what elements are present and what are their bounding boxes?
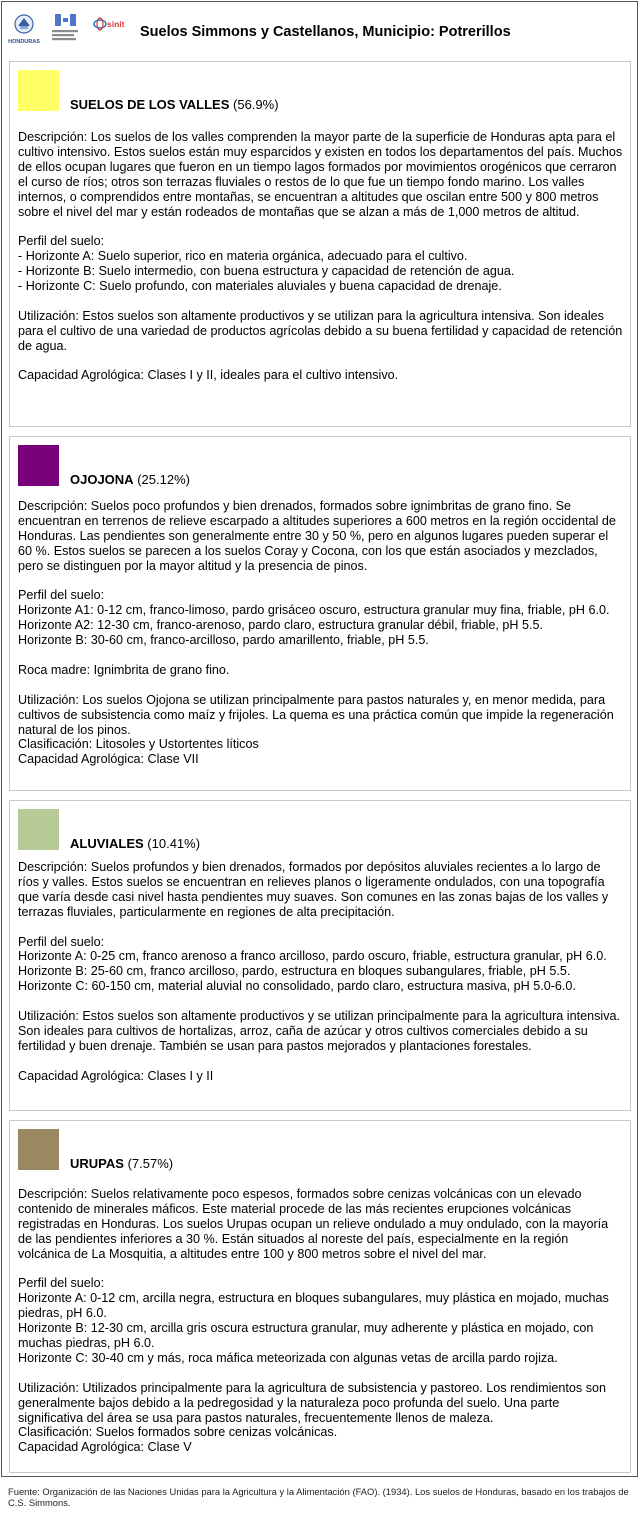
honduras-logo — [8, 12, 40, 46]
soil-percent: (56.9%) — [233, 97, 279, 112]
soil-paragraph-capacity: Capacidad Agrológica: Clases I y II — [18, 1068, 214, 1083]
soil-title — [70, 472, 190, 487]
soil-percent: (7.57%) — [127, 1156, 174, 1171]
soil-paragraph-profile: Perfil del suelo: Horizonte A: 0-12 cm, arcilla negra, estructura en bloques subangulares, muy plástica en mojado, muchas piedras, pH 6.0. Horizonte B: 12-30 cm, arcilla gris oscura estructura granular, muy adherente y plástica en mojado, con muchas piedras, pH 6.0. Horizonte C: 30-40 cm y más, roca máfica meteorizada con algunas vetas de arcilla pardo rojiza. — [18, 1276, 609, 1365]
soil-card-valles — [9, 61, 631, 427]
soil-title — [70, 836, 200, 851]
soil-paragraph-parent-rock: Roca madre: Ignimbrita de grano fino. — [18, 662, 230, 677]
soil-title — [70, 97, 279, 112]
soil-paragraph-profile: Perfil del suelo: - Horizonte A: Suelo superior, rico en materia orgánica, adecuado para el cultivo. - Horizonte B: Suelo intermedio, con buena estructura y capacidad de retención de agua. - Horizonte C: Suelo profundo, con materiales aluviales y buena capacidad de drenaje. — [18, 234, 515, 294]
svg-text:HONDURAS: HONDURAS — [8, 39, 40, 45]
soil-paragraph-use: Utilización: Estos suelos son altamente productivos y se utilizan principalmente para la agricultura intensiva. Son ideales para cultivos de hortalizas, arroz, caña de azúcar y otros cultivos comerciales debido a su fertilidad y buen drenaje. También se usan para pastos mejorados y plantaciones forestales. — [18, 1009, 621, 1053]
soil-card-aluviales — [9, 800, 631, 1111]
soil-paragraph-use: Utilización: Los suelos Ojojona se utilizan principalmente para pastos naturales y, en menor medida, para cultivos de subsistencia como maíz y frijoles. La quema es una práctica común que impide la regeneración natural de los pinos. Clasificación: Litosoles y Ustortentes líticos Capacidad Agrológica: Clase VII — [18, 692, 614, 767]
soil-name: ALUVIALES — [70, 836, 144, 851]
soil-paragraph-description: Descripción: Suelos poco profundos y bien drenados, formados sobre ignimbritas de grano fino. Se encuentran en terrenos de relieve escarpado a altitudes superiores a 600 metros en la región occidental de Honduras. Las pendientes son generalmente entre 30 y 50 %, pero en algunos lugares pueden superar el 60 %. Estos suelos se parecen a los suelos Coray y Cocona, con los que están asociados y mezclados, pero se distinguen por la mayor altitud y la presencia de pinos. — [18, 499, 616, 573]
sinit-logo — [92, 12, 128, 46]
soil-color-swatch — [18, 809, 59, 850]
soil-paragraph-use: Utilización: Estos suelos son altamente productivos y se utilizan para la agricultura intensiva. Son ideales para el cultivo de una variedad de productos agrícolas debido a su buena fertilidad y capacidad de retención de agua. — [18, 308, 623, 353]
soil-name: SUELOS DE LOS VALLES — [70, 97, 230, 112]
soil-paragraph-description: Descripción: Suelos relativamente poco espesos, formados sobre cenizas volcánicas con un elevado contenido de minerales máficos. Este material procede de las más recientes erupciones volcánicas registradas en Honduras. Los suelos Urupas ocupan un relieve ondulado a muy ondulado, con la mayoría de las pendientes inferiores a 30 %. Están situados al noreste del país, especialmente en la región volcánica de La Mosquitia, a altitudes entre 100 y 800 metros sobre el nivel del mar. — [18, 1187, 609, 1261]
soil-paragraph-use: Utilización: Utilizados principalmente para la agricultura de subsistencia y pastoreo. Los rendimientos son generalmente bajos debido a la pedregosidad y la naturaleza poco profunda del suelo. Una parte significativa del área se usa para pastos naturales, frecuentemente llenos de maleza. Clasificación: Suelos formados sobre cenizas volcánicas. Capacidad Agrológica: Clase V — [18, 1380, 607, 1455]
soil-paragraph-description: Descripción: Suelos profundos y bien drenados, formados por depósitos aluviales recientes a lo largo de ríos y valles. Estos suelos se encuentran en relieves planos o ligeramente ondulados, con una topografía que varía desde casi nivel hasta pendientes muy suaves. Son comunes en las zonas bajas de los valles y terrazas fluviales, particularmente en regiones de alta precipitación. — [18, 860, 609, 919]
soil-paragraph-capacity: Capacidad Agrológica: Clases I y II, ideales para el cultivo intensivo. — [18, 368, 399, 383]
soil-title — [70, 1156, 173, 1171]
soil-percent: (10.41%) — [147, 836, 201, 851]
svg-text:sinit: sinit — [107, 19, 125, 29]
soil-color-swatch — [18, 1129, 59, 1170]
soil-description — [18, 499, 624, 767]
soil-name: OJOJONA — [70, 472, 134, 487]
soil-description — [18, 860, 624, 1084]
soil-name: URUPAS — [70, 1156, 124, 1171]
soil-card-urupas — [9, 1120, 631, 1473]
soil-paragraph-description: Descripción: Los suelos de los valles comprenden la mayor parte de la superficie de Honduras apta para el cultivo intensivo. Estos suelos están muy esparcidos y existen en todos los departamentos del país. Muchos de ellos ocupan lugares que fueron en un tiempo lagos formados por movimientos orogénicos que cerraron el curso de ríos; otros son terrazas fluviales o restos de lo que fue un tiempo fondo marino. Los valles internos, o comprendidos entre montañas, se encuentran a altitudes que oscilan entre 500 y 800 metros sobre el nivel del mar y están rodeados de montañas que se alzan a más de 1,000 metros de altitud. — [18, 130, 623, 219]
soil-card-ojojona — [9, 436, 631, 791]
soil-description — [18, 1187, 624, 1455]
sph-logo — [48, 12, 82, 46]
soil-percent: (25.12%) — [137, 472, 190, 487]
soil-paragraph-profile: Perfil del suelo: Horizonte A1: 0-12 cm, franco-limoso, pardo grisáceo oscuro, estructura granular muy fina, friable, pH 6.0. Horizonte A2: 12-30 cm, franco-arenoso, pardo claro, estructura granular débil, friable, pH 5.5. Horizonte B: 30-60 cm, franco-arcilloso, pardo amarillento, friable, pH 5.5. — [18, 588, 610, 648]
soil-color-swatch — [18, 445, 59, 486]
source-footnote: Fuente: Organización de las Naciones Unidas para la Agricultura y la Alimentación (FAO). (1934). Los suelos de Honduras, basado en los trabajos de C.S. Simmons. — [8, 1486, 629, 1508]
soil-paragraph-profile: Perfil del suelo: Horizonte A: 0-25 cm, franco arenoso a franco arcilloso, pardo oscuro, friable, estructura granular, pH 6.0. Horizonte B: 25-60 cm, franco arcilloso, pardo, estructura en bloques subangulares, friable, pH 5.5. Horizonte C: 60-150 cm, material aluvial no consolidado, pardo claro, estructura masiva, pH 5.0-6.0. — [18, 934, 607, 994]
header — [0, 12, 640, 54]
soil-description — [18, 130, 624, 383]
page-title: Suelos Simmons y Castellanos, Municipio: Potrerillos — [140, 24, 511, 40]
soil-color-swatch — [18, 70, 59, 111]
